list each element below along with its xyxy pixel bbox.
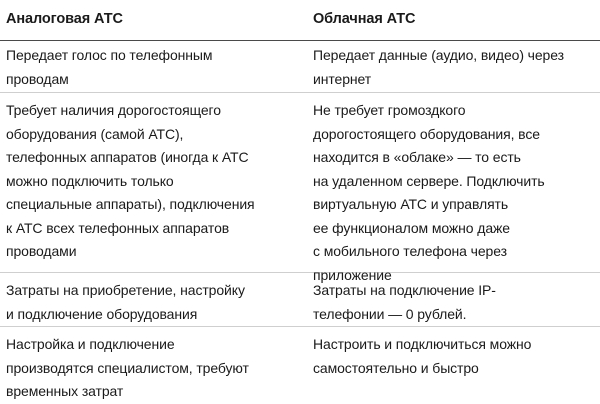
cell-cloud-setup — [305, 333, 600, 399]
cell-line: телефонии — 0 рублей. — [313, 305, 467, 322]
cell-cloud-transmission — [305, 44, 600, 92]
cell-line: специальные аппараты), подключения — [6, 196, 255, 212]
cell-cloud-costs — [305, 279, 600, 326]
cell-line: проводам — [6, 70, 69, 87]
cell-line: Настройка и подключение — [6, 336, 175, 352]
table-row — [0, 93, 600, 283]
table-row — [0, 41, 600, 93]
cell-line: дорогостоящего оборудования, все — [313, 125, 540, 142]
cell-line: с мобильного телефона через — [313, 243, 507, 259]
cell-line: виртуальную АТС и управлять — [313, 196, 509, 212]
cell-analog-costs — [0, 279, 305, 326]
cell-line: самостоятельно и быстро — [313, 359, 479, 376]
table-row — [0, 273, 600, 327]
cell-line: приложение — [313, 266, 392, 283]
cell-line: Не требует громоздкого — [313, 102, 466, 118]
cell-line: и подключение оборудования — [6, 305, 198, 322]
cell-line: Передает голос по телефонным — [6, 47, 213, 63]
cell-line: временных затрат — [6, 383, 124, 399]
cell-cloud-equipment — [305, 99, 600, 283]
cell-line: Затраты на приобретение, настройку — [6, 282, 245, 298]
cell-line: Передает данные (аудио, видео) через — [313, 47, 564, 63]
header-analog-pbx: Аналоговая АТС — [6, 11, 123, 28]
cell-line: телефонных аппаратов (иногда к АТС — [6, 149, 249, 165]
cell-line: оборудования (самой АТС), — [6, 125, 184, 142]
table-row — [0, 327, 600, 399]
cell-line: на удаленном сервере. Подключить — [313, 172, 545, 189]
cell-analog-setup — [0, 333, 305, 399]
cell-line: находится в «облаке» — то есть — [313, 149, 521, 165]
header-cloud-pbx: Облачная АТС — [313, 11, 416, 28]
cell-line: проводами — [6, 243, 77, 259]
cell-analog-transmission — [0, 44, 305, 92]
cell-analog-equipment — [0, 99, 305, 272]
cell-line: Настроить и подключиться можно — [313, 336, 532, 352]
cell-line: Затраты на подключение IP- — [313, 282, 496, 298]
cell-line: ее функционалом можно даже — [313, 219, 510, 236]
table-header-row — [0, 0, 600, 41]
cell-line: к АТС всех телефонных аппаратов — [6, 219, 230, 236]
cell-line: можно подключить только — [6, 172, 174, 189]
cell-line: Требует наличия дорогостоящего — [6, 102, 221, 118]
cell-line: производятся специалистом, требуют — [6, 359, 249, 376]
cell-line: интернет — [313, 70, 372, 87]
